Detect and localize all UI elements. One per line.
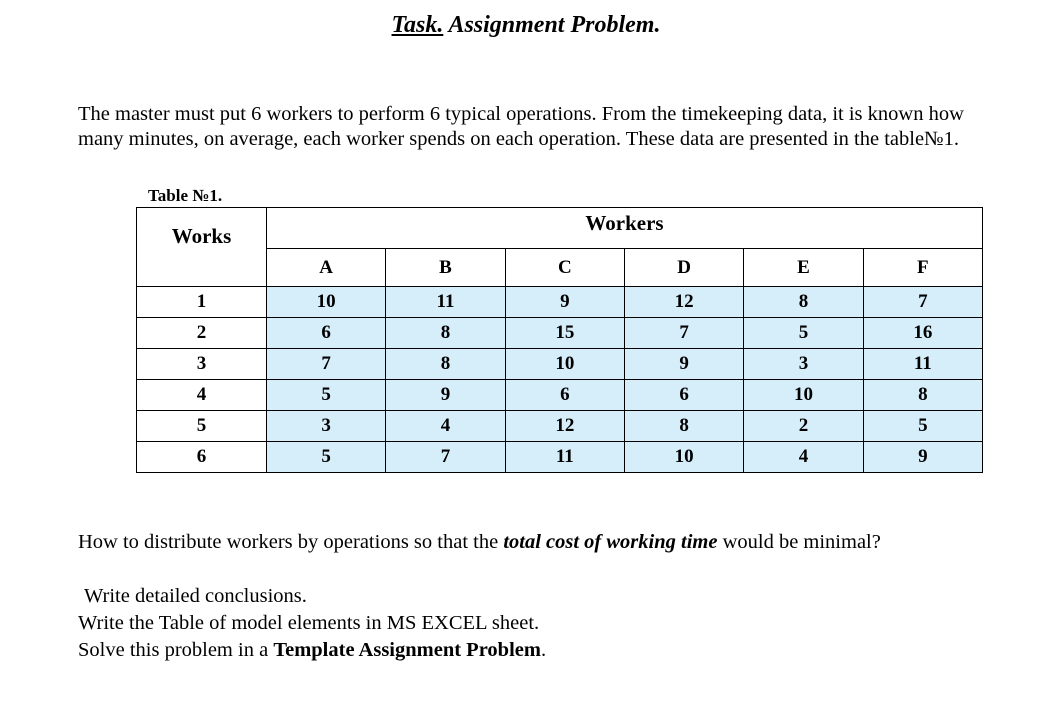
table-cell: 6 [624, 380, 743, 411]
work-number: 2 [137, 318, 267, 349]
table-row [137, 442, 983, 473]
title-rest: Assignment Problem. [443, 12, 661, 38]
table-cell: 7 [863, 287, 982, 318]
question-after: would be minimal? [717, 531, 881, 553]
table-cell: 8 [744, 287, 863, 318]
table-cell: 8 [863, 380, 982, 411]
table-header-row [137, 208, 983, 249]
work-number: 4 [137, 380, 267, 411]
column-header-b: B [386, 249, 505, 287]
cost-table [136, 207, 983, 473]
column-header-d: D [624, 249, 743, 287]
table-cell: 7 [624, 318, 743, 349]
workers-header: Workers [267, 208, 983, 249]
table-cell: 5 [267, 442, 386, 473]
table-row [137, 318, 983, 349]
table-cell: 5 [863, 411, 982, 442]
table-cell: 7 [267, 349, 386, 380]
question-paragraph [78, 530, 996, 555]
work-number: 6 [137, 442, 267, 473]
instruction-template-after: . [540, 639, 547, 661]
table-cell: 3 [744, 349, 863, 380]
table-row [137, 380, 983, 411]
question-emphasis: total cost of working time [503, 531, 718, 553]
table-cell: 12 [624, 287, 743, 318]
table-cell: 5 [267, 380, 386, 411]
column-header-c: C [505, 249, 624, 287]
table-cell: 10 [744, 380, 863, 411]
instruction-template-before: Solve this problem in a [78, 639, 274, 661]
instruction-conclusions: Write detailed conclusions. [84, 585, 307, 607]
table-cell: 6 [505, 380, 624, 411]
table-row [137, 349, 983, 380]
table-cell: 15 [505, 318, 624, 349]
instruction-template [78, 638, 546, 663]
table-cell: 8 [386, 349, 505, 380]
works-header: Works [137, 208, 267, 287]
column-header-f: F [863, 249, 982, 287]
title-prefix: Task. [391, 12, 444, 38]
table-cell: 9 [863, 442, 982, 473]
intro-paragraph: The master must put 6 workers to perform 6 typical operations. From the timekeeping data, it is known how many minutes, on average, each worker spends on each operation. These data are presented in the table№1. [78, 103, 964, 150]
table-cell: 4 [386, 411, 505, 442]
table-cell: 8 [386, 318, 505, 349]
work-number: 1 [137, 287, 267, 318]
table-cell: 9 [386, 380, 505, 411]
column-header-a: A [267, 249, 386, 287]
work-number: 3 [137, 349, 267, 380]
column-header-e: E [744, 249, 863, 287]
table-cell: 2 [744, 411, 863, 442]
table-cell: 9 [505, 287, 624, 318]
table-cell: 3 [267, 411, 386, 442]
table-cell: 5 [744, 318, 863, 349]
instruction-template-bold: Template Assignment Problem [273, 639, 541, 661]
table-cell: 16 [863, 318, 982, 349]
table-cell: 7 [386, 442, 505, 473]
table-row [137, 287, 983, 318]
question-before: How to distribute workers by operations so that the [78, 531, 504, 553]
table-cell: 12 [505, 411, 624, 442]
page-title [0, 12, 1052, 39]
table-cell: 11 [386, 287, 505, 318]
table-cell: 6 [267, 318, 386, 349]
table-row [137, 411, 983, 442]
work-number: 5 [137, 411, 267, 442]
table-cell: 10 [505, 349, 624, 380]
table-cell: 8 [624, 411, 743, 442]
table-cell: 4 [744, 442, 863, 473]
table-cell: 11 [505, 442, 624, 473]
table-cell: 11 [863, 349, 982, 380]
table-cell: 10 [267, 287, 386, 318]
instruction-excel: Write the Table of model elements in MS EXCEL sheet. [78, 612, 540, 634]
table-cell: 9 [624, 349, 743, 380]
table-caption: Table №1. [148, 186, 223, 205]
table-cell: 10 [624, 442, 743, 473]
